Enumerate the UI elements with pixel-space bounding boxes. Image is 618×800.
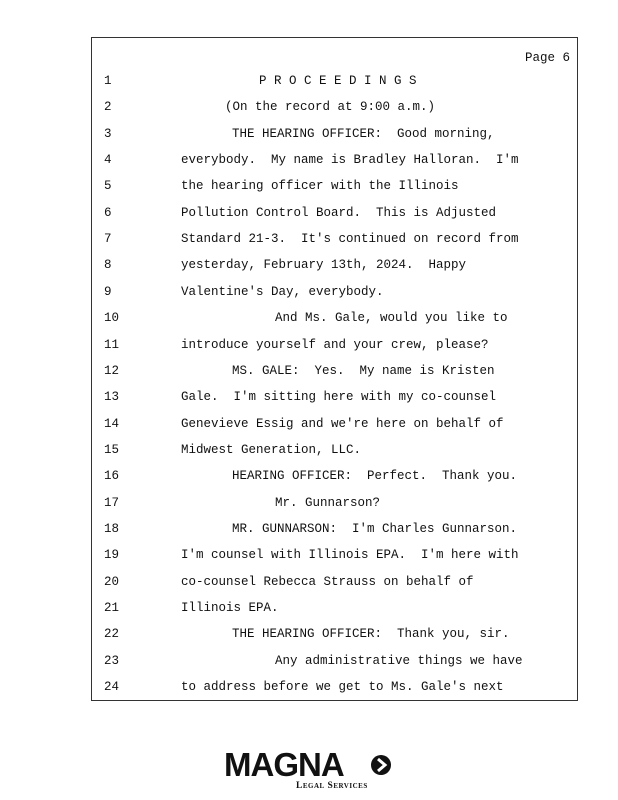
- line-text: And Ms. Gale, would you like to: [275, 311, 508, 326]
- line-number: 16: [104, 469, 120, 484]
- line-number: 7: [104, 232, 112, 247]
- line-number: 13: [104, 390, 120, 405]
- transcript-line: [92, 443, 577, 469]
- transcript-line: [92, 575, 577, 601]
- transcript-line: [92, 627, 577, 653]
- line-number: 8: [104, 258, 112, 273]
- line-number: 11: [104, 337, 120, 352]
- magna-logo: [224, 748, 396, 792]
- line-text: Gale. I'm sitting here with my co-counsel: [181, 390, 497, 405]
- line-number: 22: [104, 627, 120, 642]
- transcript-line: [92, 522, 577, 548]
- line-number: 19: [104, 548, 120, 563]
- line-text: THE HEARING OFFICER: Thank you, sir.: [232, 627, 510, 642]
- transcript-line: [92, 469, 577, 495]
- line-text: HEARING OFFICER: Perfect. Thank you.: [232, 469, 518, 484]
- line-number: 17: [104, 495, 120, 510]
- line-number: 5: [104, 179, 112, 194]
- transcript-line: [92, 548, 577, 574]
- line-number: 9: [104, 284, 112, 299]
- line-text: Midwest Generation, LLC.: [181, 442, 362, 457]
- transcript-line: [92, 311, 577, 337]
- line-text: the hearing officer with the Illinois: [181, 179, 459, 194]
- transcript-line: [92, 206, 577, 232]
- line-text: Valentine's Day, everybody.: [181, 284, 384, 299]
- line-number: 2: [104, 100, 112, 115]
- transcript-line: [92, 680, 577, 706]
- line-number: 10: [104, 311, 120, 326]
- line-number: 6: [104, 205, 112, 220]
- logo-subtitle: Legal Services: [296, 781, 368, 791]
- line-text: Mr. Gunnarson?: [275, 495, 381, 510]
- transcript-line: [92, 601, 577, 627]
- line-text: Any administrative things we have: [275, 653, 523, 668]
- line-number: 20: [104, 574, 120, 589]
- line-text: MR. GUNNARSON: I'm Charles Gunnarson.: [232, 521, 518, 536]
- line-text: P R O C E E D I N G S: [259, 74, 417, 88]
- line-text: yesterday, February 13th, 2024. Happy: [181, 258, 467, 273]
- chevron-right-circle-icon: [370, 754, 392, 776]
- transcript-line: [92, 417, 577, 443]
- line-number: 23: [104, 653, 120, 668]
- line-text: I'm counsel with Illinois EPA. I'm here with: [181, 548, 519, 563]
- transcript-line: [92, 654, 577, 680]
- transcript-line: [92, 232, 577, 258]
- line-number: 15: [104, 442, 120, 457]
- line-text: (On the record at 9:00 a.m.): [225, 100, 436, 115]
- transcript-line: [92, 179, 577, 205]
- transcript-line: [92, 74, 577, 100]
- line-text: Pollution Control Board. This is Adjusted: [181, 205, 497, 220]
- line-number: 4: [104, 153, 112, 168]
- line-number: 3: [104, 126, 112, 141]
- transcript-line: [92, 285, 577, 311]
- page-number: Page 6: [524, 51, 570, 65]
- transcript-line: [92, 153, 577, 179]
- line-text: to address before we get to Ms. Gale's next: [181, 680, 504, 695]
- transcript-line: [92, 258, 577, 284]
- line-text: everybody. My name is Bradley Halloran. I'm: [181, 153, 519, 168]
- transcript-line: [92, 127, 577, 153]
- line-text: Genevieve Essig and we're here on behalf of: [181, 416, 504, 431]
- logo-wordmark: MAGNA: [224, 746, 344, 783]
- line-number: 24: [104, 680, 120, 695]
- line-number: 12: [104, 363, 120, 378]
- transcript-page: [91, 37, 578, 701]
- line-number: 1: [104, 74, 112, 88]
- line-number: 18: [104, 521, 120, 536]
- transcript-line: [92, 364, 577, 390]
- line-text: MS. GALE: Yes. My name is Kristen: [232, 363, 495, 378]
- line-text: Illinois EPA.: [181, 601, 279, 615]
- line-number: 14: [104, 416, 120, 431]
- transcript-line: [92, 496, 577, 522]
- transcript-line: [92, 390, 577, 416]
- line-text: co-counsel Rebecca Strauss on behalf of: [181, 574, 474, 589]
- line-number: 21: [104, 601, 120, 615]
- line-text: Standard 21-3. It's continued on record from: [181, 232, 519, 247]
- transcript-line: [92, 338, 577, 364]
- line-text: introduce yourself and your crew, please?: [181, 337, 489, 352]
- transcript-line: [92, 100, 577, 126]
- line-text: THE HEARING OFFICER: Good morning,: [232, 126, 495, 141]
